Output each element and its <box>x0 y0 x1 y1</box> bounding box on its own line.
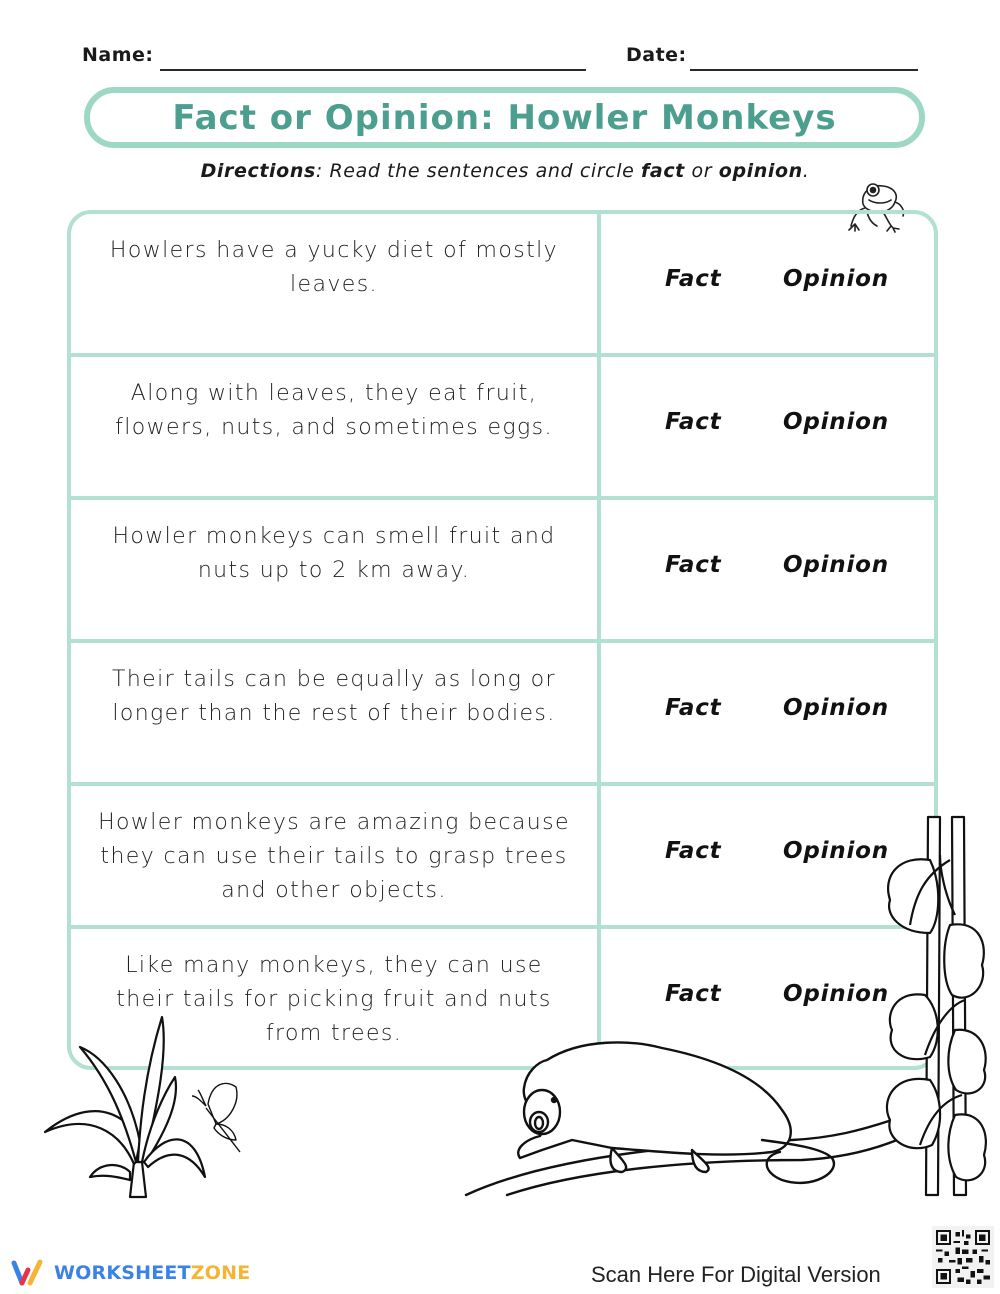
choice-cell <box>601 500 934 639</box>
opinion-option[interactable]: Opinion <box>783 981 889 1007</box>
directions-text: : Read the sentences and circle <box>315 160 642 182</box>
sentence-6: Like many monkeys, they can use their tails for picking fruit and nuts from trees. <box>71 929 601 1070</box>
fact-opinion-table <box>67 210 938 1070</box>
monkey-illustration-icon <box>462 1040 902 1200</box>
sentence-2: Along with leaves, they eat fruit, flowers, nuts, and sometimes eggs. <box>71 357 601 496</box>
directions-label: Directions <box>200 160 316 182</box>
directions-period: . <box>802 160 810 182</box>
logo-text-worksheet: WORKSHEET <box>54 1262 191 1284</box>
table-row <box>71 357 934 500</box>
vine-illustration-icon <box>880 815 990 1200</box>
fact-option[interactable]: Fact <box>665 266 722 292</box>
opinion-option[interactable]: Opinion <box>783 838 889 864</box>
table-row <box>71 786 934 929</box>
fact-option[interactable]: Fact <box>665 552 722 578</box>
fact-option[interactable]: Fact <box>665 838 722 864</box>
choice-cell <box>601 357 934 496</box>
title-banner <box>84 87 925 148</box>
scan-instruction: Scan Here For Digital Version <box>591 1262 881 1287</box>
qr-code-icon[interactable] <box>932 1226 994 1288</box>
date-field-line[interactable] <box>690 69 918 71</box>
logo-text <box>54 1262 250 1284</box>
table-row <box>71 500 934 643</box>
choice-cell <box>601 643 934 782</box>
sentence-4: Their tails can be equally as long or longer than the rest of their bodies. <box>71 643 601 782</box>
opinion-option[interactable]: Opinion <box>783 266 889 292</box>
table-row <box>71 643 934 786</box>
opinion-option[interactable]: Opinion <box>783 695 889 721</box>
name-field-line[interactable] <box>160 69 586 71</box>
opinion-option[interactable]: Opinion <box>783 409 889 435</box>
logo-text-zone: ZONE <box>190 1262 251 1284</box>
sentence-1: Howlers have a yucky diet of mostly leaves. <box>71 214 601 353</box>
worksheetzone-logo[interactable] <box>8 1258 250 1288</box>
worksheetzone-logo-icon <box>8 1258 48 1288</box>
page-title: Fact or Opinion: Howler Monkeys <box>172 97 837 138</box>
fact-option[interactable]: Fact <box>665 981 722 1007</box>
sentence-5: Howler monkeys are amazing because they can use their tails to grasp trees and other objects. <box>71 786 601 925</box>
choice-cell <box>601 214 934 353</box>
directions-opinion-word: opinion <box>718 160 803 182</box>
table-row <box>71 214 934 357</box>
name-label: Name: <box>82 44 154 66</box>
fact-option[interactable]: Fact <box>665 409 722 435</box>
date-label: Date: <box>626 44 687 66</box>
plant-illustration-icon <box>30 1012 260 1202</box>
opinion-option[interactable]: Opinion <box>783 552 889 578</box>
sentence-3: Howler monkeys can smell fruit and nuts up to 2 km away. <box>71 500 601 639</box>
directions-fact-word: fact <box>641 160 685 182</box>
directions-or: or <box>684 160 719 182</box>
fact-option[interactable]: Fact <box>665 695 722 721</box>
